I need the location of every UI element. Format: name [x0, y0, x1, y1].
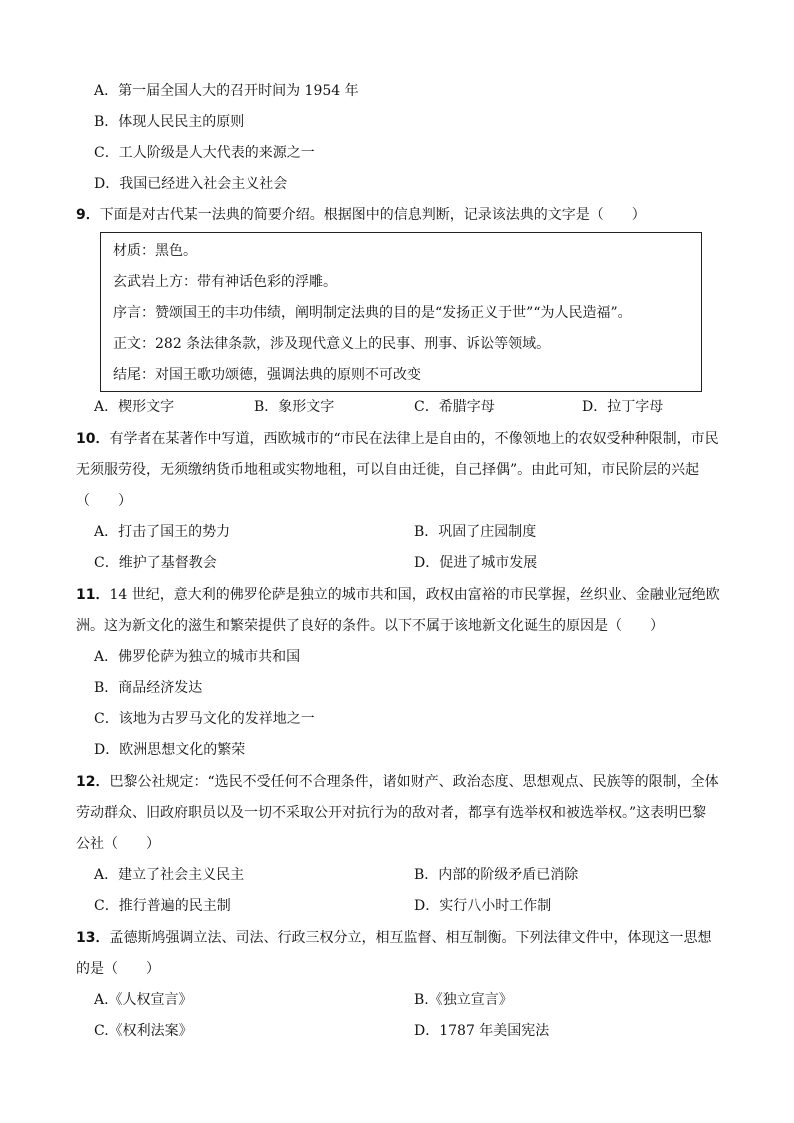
q9-info-box	[100, 232, 702, 392]
q10-stem-line-2: 无须服劳役，无须缴纳货币地租或实物地租，可以自由迁徙，自己择偶”。由此可知，市民阶层的兴起	[76, 462, 700, 478]
q10-stem-1: 有学者在某著作中写道，西欧城市的“市民在法律上是自由的，不像领地上的农奴受种种限制，市民	[109, 431, 719, 447]
q12-option-a: A．建立了社会主义民主	[94, 867, 245, 883]
q9-option-c: C．希腊字母	[414, 399, 495, 415]
q12-number: 12．	[76, 774, 110, 790]
q12-stem-line-1	[76, 772, 719, 792]
q11-stem-line-1	[76, 585, 720, 605]
q13-option-c: C.《权利法案》	[94, 1023, 193, 1039]
q9-option-d: D．拉丁字母	[582, 399, 664, 415]
q9-box-line-2: 玄武岩上方：带有神话色彩的浮雕。	[113, 274, 337, 290]
q13-stem-line-2: 的是（ ）	[76, 961, 160, 977]
q9-stem: 下面是对古代某一法典的简要介绍。根据图中的信息判断，记录该法典的文字是（ ）	[99, 207, 646, 223]
q10-option-b: B．巩固了庄园制度	[414, 524, 537, 540]
q9-option-b: B．象形文字	[254, 399, 335, 415]
q9-box-line-1: 材质：黑色。	[113, 243, 197, 259]
q12-option-d: D．实行八小时工作制	[414, 898, 552, 914]
q8-option-c: C．工人阶级是人大代表的来源之一	[94, 145, 315, 161]
q10-number: 10．	[76, 431, 110, 447]
q8-option-d: D．我国已经进入社会主义社会	[94, 176, 288, 192]
q12-stem-line-2: 劳动群众、旧政府职员以及一切不采取公开对抗行为的敌对者，都享有选举权和被选举权。”这表明巴黎	[76, 805, 707, 821]
q12-option-b: B．内部的阶级矛盾已消除	[414, 867, 579, 883]
q9-box-line-5: 结尾：对国王歌功颂德，强调法典的原则不可改变	[113, 367, 421, 383]
q12-option-c: C．推行普遍的民主制	[94, 898, 231, 914]
q10-option-a: A．打击了国王的势力	[94, 524, 231, 540]
q13-stem-line-1	[76, 928, 711, 948]
q11-stem-line-2: 洲。这为新文化的滋生和繁荣提供了良好的条件。以下不属于该地新文化诞生的原因是（ ）	[76, 618, 664, 634]
q12-stem-1: 巴黎公社规定：“选民不受任何不合理条件，诸如财产、政治态度、思想观点、民族等的限制，全体	[109, 774, 719, 790]
q10-stem-line-3: （ ）	[76, 493, 132, 509]
q13-option-d: D．1787 年美国宪法	[414, 1023, 550, 1039]
q9-option-a: A．楔形文字	[94, 399, 175, 415]
q9-number: 9．	[76, 207, 100, 223]
q13-option-a: A.《人权宣言》	[94, 992, 193, 1008]
q11-stem-1: 14 世纪，意大利的佛罗伦萨是独立的城市共和国，政权由富裕的市民掌握，丝织业、金融业冠绝欧	[109, 587, 720, 603]
q9-box-line-4: 正文：282 条法律条款，涉及现代意义上的民事、刑事、诉讼等领域。	[113, 336, 551, 352]
q10-stem-line-1	[76, 429, 719, 449]
q12-stem-line-3: 公社（ ）	[76, 836, 160, 852]
q11-option-d: D．欧洲思想文化的繁荣	[94, 742, 246, 758]
q9-stem-line	[76, 205, 646, 225]
q10-option-c: C．维护了基督教会	[94, 555, 217, 571]
q11-option-a: A．佛罗伦萨为独立的城市共和国	[94, 649, 301, 665]
q9-box-line-3: 序言：赞颂国王的丰功伟绩，阐明制定法典的目的是“发扬正义于世”“为人民造福”。	[113, 305, 632, 321]
q11-option-c: C．该地为古罗马文化的发祥地之一	[94, 711, 315, 727]
q10-option-d: D．促进了城市发展	[414, 555, 538, 571]
q11-number: 11．	[76, 587, 110, 603]
q8-option-b: B．体现人民民主的原则	[94, 114, 245, 130]
q8-option-a: A．第一届全国人大的召开时间为 1954 年	[94, 83, 359, 99]
q11-option-b: B．商品经济发达	[94, 680, 203, 696]
q13-option-b: B.《独立宣言》	[414, 992, 513, 1008]
q13-number: 13．	[76, 930, 110, 946]
q13-stem-1: 孟德斯鸠强调立法、司法、行政三权分立，相互监督、相互制衡。下列法律文件中，体现这一思想	[109, 930, 712, 946]
